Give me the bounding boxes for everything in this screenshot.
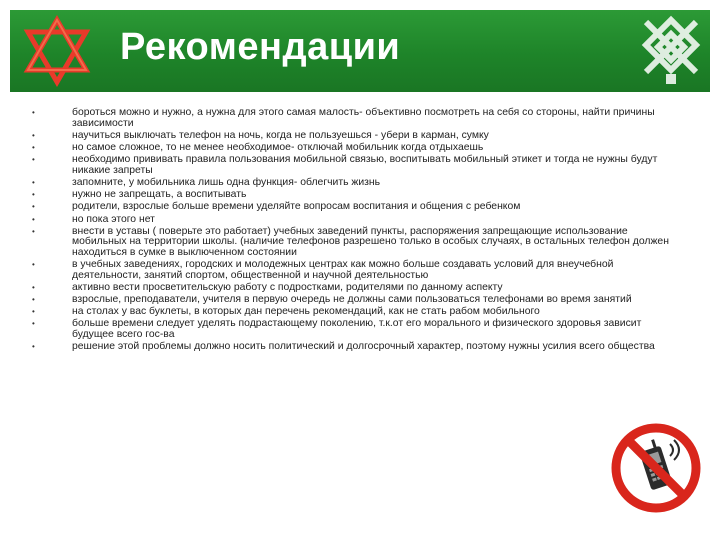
bullet-icon: • xyxy=(32,155,35,165)
recommendation-text: нужно не запрещать, а воспитывать xyxy=(72,189,247,201)
recommendation-text: бороться можно и нужно, а нужна для этого самая малость- объективно посмотреть на себя со стороны, найти причины зависимости xyxy=(72,107,655,129)
recommendation-text: но пока этого нет xyxy=(72,213,155,225)
bullet-icon: • xyxy=(32,190,35,200)
list-item xyxy=(22,342,682,353)
list-item xyxy=(22,319,682,340)
recommendation-text: но самое сложное, то не менее необходимое- отключай мобильник когда отдыхаешь xyxy=(72,141,484,153)
bullet-icon: • xyxy=(32,214,35,224)
bullet-icon: • xyxy=(32,108,35,117)
list-item xyxy=(22,283,682,294)
header-banner xyxy=(10,10,710,92)
recommendation-text: запомните, у мобильника лишь одна функция- облегчить жизнь xyxy=(72,176,381,188)
list-item xyxy=(22,143,682,154)
bullet-icon: • xyxy=(32,307,35,317)
list-item xyxy=(22,131,682,142)
recommendations-list xyxy=(22,108,682,353)
recommendation-text: необходимо прививать правила пользования мобильной связью, воспитывать мобильный этикет и тогда не нужны будут никакие запреты xyxy=(72,154,658,176)
bullet-icon: • xyxy=(32,130,35,140)
bullet-icon: • xyxy=(32,177,35,187)
recommendation-text: родители, взрослые больше времени уделяйте вопросам воспитания и общения с ребенком xyxy=(72,201,521,213)
recommendations-list-container xyxy=(22,108,682,354)
bullet-icon: • xyxy=(32,282,35,292)
recommendation-text: внести в уставы ( поверьте это работает) учебных заведений пункты, распоряжения запрещающие использование мобильных на территории школы. (наличие телефонов разрешено только в особых случаях, в остальных телефон должен находиться в сумке в выключенном состоянии xyxy=(72,225,669,258)
list-item xyxy=(22,202,682,213)
recommendation-text: решение этой проблемы должно носить политический и долгосрочный характер, поэтому нужны усилия всего общества xyxy=(72,341,655,353)
list-item xyxy=(22,260,682,281)
bullet-icon: • xyxy=(32,202,35,212)
ornament-icon xyxy=(640,14,702,88)
list-item xyxy=(22,227,682,259)
bullet-icon: • xyxy=(32,260,35,270)
bullet-icon: • xyxy=(32,142,35,152)
list-item xyxy=(22,295,682,306)
list-item xyxy=(22,178,682,189)
list-item xyxy=(22,155,682,176)
recommendation-text: больше времени следует уделять подрастающему поколению, т.к.от его морального и физического здоровья зависит будущее всего гос-ва xyxy=(72,318,642,340)
bullet-icon: • xyxy=(32,319,35,329)
list-item xyxy=(22,215,682,226)
recommendation-text: на столах у вас буклеты, в которых дан перечень рекомендаций, как не стать рабом мобильного xyxy=(72,306,540,318)
recommendation-text: активно вести просветительскую работу с подростками, родителями по данному аспекту xyxy=(72,281,503,293)
list-item xyxy=(22,190,682,201)
list-item xyxy=(22,108,682,129)
no-mobile-phone-icon xyxy=(610,422,702,514)
bullet-icon: • xyxy=(32,226,35,236)
star-of-david-icon xyxy=(22,14,92,88)
page-title: Рекомендации xyxy=(120,26,401,68)
recommendation-text: научиться выключать телефон на ночь, когда не пользуешься - убери в карман, сумку xyxy=(72,129,489,141)
list-item xyxy=(22,307,682,318)
bullet-icon: • xyxy=(32,342,35,352)
bullet-icon: • xyxy=(32,295,35,305)
recommendation-text: в учебных заведениях, городских и молодежных центрах как можно больше создавать условий для внеучебной деятельности, занятий спортом, общественной и научной деятельностью xyxy=(72,259,614,281)
recommendation-text: взрослые, преподаватели, учителя в первую очередь не должны сами пользоваться телефонами во время занятий xyxy=(72,294,632,306)
